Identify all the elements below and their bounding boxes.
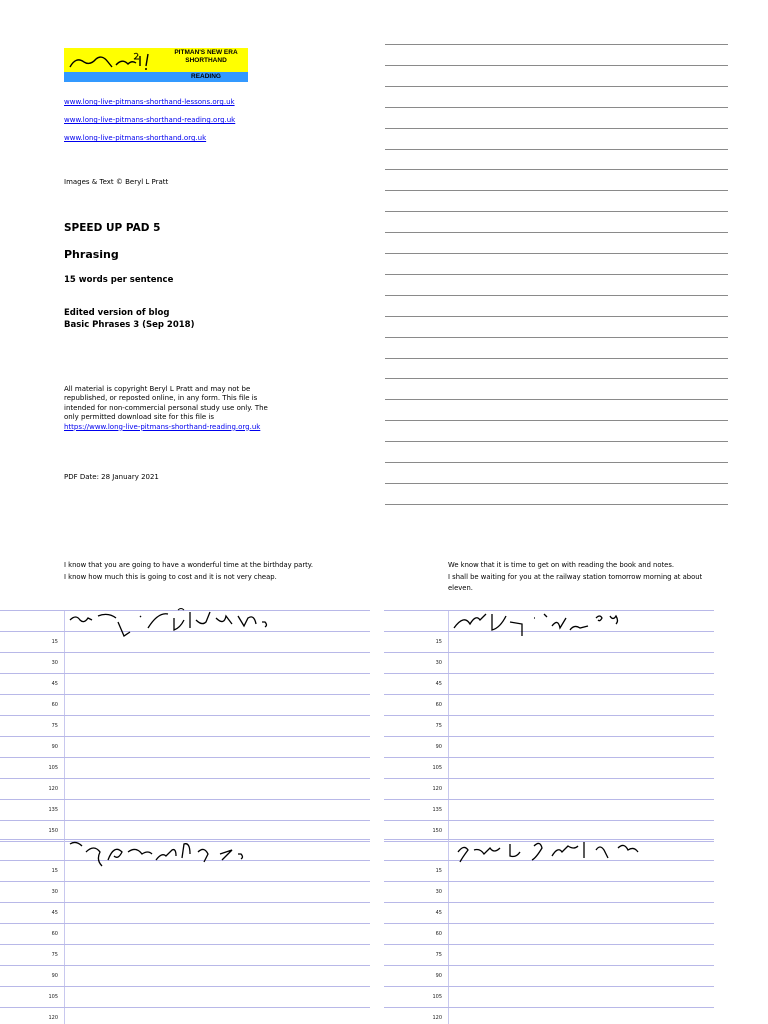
- speed-number: 135: [432, 807, 442, 813]
- pdf-date: PDF Date: 28 January 2021: [64, 473, 159, 481]
- pad-row-line: [384, 736, 714, 737]
- speed-number: 45: [435, 681, 442, 687]
- pad-row-line: [384, 902, 714, 903]
- ruled-line: [385, 420, 728, 421]
- ruled-line: [385, 44, 728, 45]
- pad-margin-line: [64, 610, 65, 841]
- logo-text-1: PITMAN'S NEW ERA: [174, 49, 238, 56]
- pad-row-line: [384, 652, 714, 653]
- logo-text-3: READING: [191, 73, 221, 80]
- speed-number: 75: [435, 723, 442, 729]
- sentence: I know how much this is going to cost and it is not very cheap.: [64, 572, 277, 581]
- speed-number: 105: [432, 994, 442, 1000]
- subtitle: Phrasing: [64, 248, 119, 261]
- speed-number: 105: [48, 765, 58, 771]
- pad-row-line: [384, 923, 714, 924]
- shorthand-pad: [384, 610, 714, 841]
- speed-number: 30: [51, 660, 58, 666]
- ruled-line: [385, 232, 728, 233]
- pad-row-line: [384, 881, 714, 882]
- pad-row-line: [0, 986, 370, 987]
- speed-number: 60: [435, 931, 442, 937]
- ruled-line: [385, 274, 728, 275]
- logo-text-2: SHORTHAND: [185, 57, 227, 64]
- speed-number: 150: [48, 828, 58, 834]
- speed-number: 150: [432, 828, 442, 834]
- sentence: eleven.: [448, 584, 473, 592]
- pad-row-line: [384, 986, 714, 987]
- ruled-line: [385, 378, 728, 379]
- pad-margin-line: [448, 610, 449, 841]
- pad-row-line: [0, 715, 370, 716]
- speed-number: 120: [432, 1015, 442, 1021]
- pad-row-line: [384, 944, 714, 945]
- pad-margin-line: [448, 839, 449, 1024]
- pad-row-line: [0, 1007, 370, 1008]
- copyright-line: republished, or reposted online, in any form. This file is: [64, 394, 258, 403]
- link-main[interactable]: www.long-live-pitmans-shorthand.org.uk: [64, 134, 207, 142]
- pad-row-line: [384, 820, 714, 821]
- speed-number: 120: [432, 786, 442, 792]
- ruled-line: [385, 316, 728, 317]
- credit-text: Images & Text © Beryl L Pratt: [64, 178, 169, 186]
- pad-margin-line: [64, 839, 65, 1024]
- pad-row-line: [0, 736, 370, 737]
- speed-number: 15: [435, 868, 442, 874]
- words-per-sentence: 15 words per sentence: [64, 275, 174, 285]
- pad-row-line: [384, 673, 714, 674]
- speed-number: 60: [435, 702, 442, 708]
- copyright-line: intended for non-commercial personal study use only. The: [64, 403, 268, 412]
- sentences-left: [64, 560, 364, 583]
- ruled-line: [385, 504, 728, 505]
- ruled-line: [385, 337, 728, 338]
- ruled-line: [385, 462, 728, 463]
- speed-number: 15: [51, 639, 58, 645]
- ruled-line: [385, 295, 728, 296]
- ruled-line: [385, 211, 728, 212]
- shorthand-pad: [0, 610, 370, 841]
- pad-row-line: [0, 923, 370, 924]
- speed-number: 120: [48, 786, 58, 792]
- pad-row-line: [0, 965, 370, 966]
- shorthand-outline-icon: [452, 838, 722, 868]
- pad-row-line: [0, 694, 370, 695]
- ruled-line: [385, 149, 728, 150]
- pad-row-line: [0, 820, 370, 821]
- speed-number: 135: [48, 807, 58, 813]
- copyright-line: All material is copyright Beryl L Pratt and may not be: [64, 385, 251, 393]
- speed-number: 45: [51, 910, 58, 916]
- ruled-line: [385, 86, 728, 87]
- ruled-line: [385, 169, 728, 170]
- ruled-line: [385, 399, 728, 400]
- pad-row-line: [384, 965, 714, 966]
- copyright-link[interactable]: https://www.long-live-pitmans-shorthand-reading.org.uk: [64, 422, 261, 431]
- pad-row-line: [0, 944, 370, 945]
- speed-number: 60: [51, 702, 58, 708]
- edited-line-1: Edited version of blog: [64, 308, 170, 318]
- pad-row-line: [384, 1007, 714, 1008]
- sentences-right: [448, 560, 718, 595]
- sentence: We know that it is time to get on with reading the book and notes.: [448, 561, 675, 569]
- sentence: I know that you are going to have a wonderful time at the birthday party.: [64, 561, 314, 569]
- speed-number: 75: [435, 952, 442, 958]
- pad-row-line: [0, 757, 370, 758]
- pad-row-line: [0, 652, 370, 653]
- shorthand-outline-icon: [66, 838, 296, 868]
- speed-number: 105: [48, 994, 58, 1000]
- ruled-line: [385, 441, 728, 442]
- speed-number: 120: [48, 1015, 58, 1021]
- speed-number: 45: [51, 681, 58, 687]
- pad-row-line: [384, 715, 714, 716]
- pad-row-line: [0, 778, 370, 779]
- ruled-line: [385, 107, 728, 108]
- shorthand-outline-icon: [66, 608, 336, 638]
- speed-number: 90: [51, 744, 58, 750]
- speed-number: 45: [435, 910, 442, 916]
- speed-number: 105: [432, 765, 442, 771]
- ruled-line: [385, 483, 728, 484]
- logo: [64, 48, 248, 82]
- pad-row-line: [0, 799, 370, 800]
- sentence: I shall be waiting for you at the railway station tomorrow morning at about: [448, 572, 703, 581]
- pad-row-line: [384, 799, 714, 800]
- speed-number: 60: [51, 931, 58, 937]
- pad-row-line: [0, 902, 370, 903]
- speed-number: 90: [435, 973, 442, 979]
- ruled-line: [385, 190, 728, 191]
- speed-number: 30: [435, 660, 442, 666]
- pad-row-line: [0, 881, 370, 882]
- pad-row-line: [384, 694, 714, 695]
- ruled-line: [385, 65, 728, 66]
- ruled-line: [385, 128, 728, 129]
- pad-row-line: [384, 757, 714, 758]
- ruled-lines: [385, 44, 728, 524]
- page-title: SPEED UP PAD 5: [64, 222, 161, 234]
- speed-number: 90: [435, 744, 442, 750]
- ruled-line: [385, 358, 728, 359]
- pad-row-line: [384, 778, 714, 779]
- speed-number: 75: [51, 723, 58, 729]
- speed-number: 90: [51, 973, 58, 979]
- ruled-line: [385, 253, 728, 254]
- speed-number: 30: [435, 889, 442, 895]
- copyright-line: only permitted download site for this file is: [64, 413, 215, 422]
- copyright-block: [64, 385, 324, 432]
- logo-shorthand-icon: [66, 50, 162, 72]
- speed-number: 75: [51, 952, 58, 958]
- speed-number: 15: [435, 639, 442, 645]
- speed-number: 30: [51, 889, 58, 895]
- edited-line-2: Basic Phrases 3 (Sep 2018): [64, 320, 195, 330]
- link-reading[interactable]: www.long-live-pitmans-shorthand-reading.org.uk: [64, 116, 236, 124]
- speed-number: 15: [51, 868, 58, 874]
- shorthand-outline-icon: [452, 610, 712, 640]
- link-lessons[interactable]: www.long-live-pitmans-shorthand-lessons.org.uk: [64, 98, 235, 106]
- pad-row-line: [0, 673, 370, 674]
